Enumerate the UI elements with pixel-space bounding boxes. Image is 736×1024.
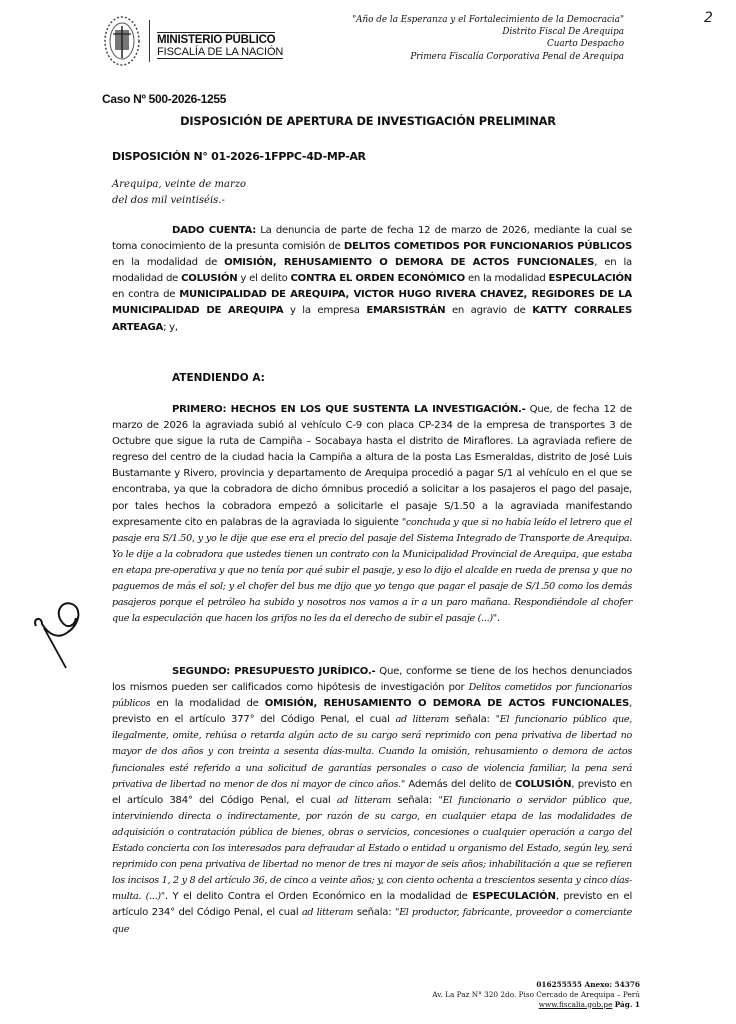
primero-paragraph <box>112 402 632 627</box>
text: señala: <box>390 794 439 806</box>
header-right-block <box>352 14 624 63</box>
text: . <box>496 613 500 625</box>
italic-term: ad litteram <box>336 794 391 806</box>
crime-type: DELITOS COMETIDOS POR FUNCIONARIOS PÚBLICOS <box>343 241 632 253</box>
legal-quote: "El funcionario público que, ilegalmente, omite, rehúsa o retarda algún acto de su cargo será reprimido con pena privativa de libertad no mayor de dos años y con treinta a sesenta días-multa. Cuando la omisión, rehusamiento o demora de actos funcionales esté referido a una solicitud de garantías personales o caso de violencia familiar, la pena será privativa de libertad no menor de dos ni mayor de cinco años." <box>112 714 633 790</box>
footer-phone: 016255555 Anexo: 54376 <box>536 980 640 989</box>
modality: ESPECULACIÓN <box>472 891 556 903</box>
text: en la modalidad de <box>150 698 265 710</box>
legal-quote: "El productor, fabricante, proveedor o comerciante que <box>112 907 632 935</box>
text: Que, conforme se tiene de los hechos denunciados los mismos pueden ser calificados como hipótesis de investigación por <box>112 666 632 694</box>
text: , previsto en el artículo 234° del Código Penal, el cual <box>112 891 632 919</box>
text: , en la modalidad de <box>112 257 632 285</box>
italic-term: ad litteram <box>301 907 354 919</box>
text: Además del delito de <box>404 778 515 790</box>
place-date-line2: del dos mil veintiséis.- <box>112 195 225 206</box>
italic-term: Delitos cometidos por funcionarios públicos <box>112 682 632 710</box>
document-title: DISPOSICIÓN DE APERTURA DE INVESTIGACIÓN PRELIMINAR <box>180 114 556 128</box>
place-date <box>112 177 246 209</box>
handwritten-page-number: 2 <box>704 10 713 26</box>
prosecutor-office: Primera Fiscalía Corporativa Penal de Arequipa <box>410 51 624 62</box>
text: en agravio de <box>445 305 533 317</box>
text: ; y, <box>163 321 178 333</box>
footer <box>432 980 640 1009</box>
text: , previsto en el artículo 384° del Código Penal, el cual <box>112 778 633 806</box>
text: , previsto en el artículo 377° del Código Penal, el cual <box>112 698 632 726</box>
crime-type: CONTRA EL ORDEN ECONÓMICO <box>290 273 465 285</box>
page-number: Pág. 1 <box>614 999 640 1009</box>
victim: KATTY CORRALES ARTEAGA <box>112 305 632 333</box>
place-date-line1: Arequipa, veinte de marzo <box>112 179 247 190</box>
company: EMARSISTRÁN <box>366 305 446 317</box>
segundo-paragraph <box>112 664 632 938</box>
text: . Y el delito Contra el Orden Económico en la modalidad de <box>164 891 473 903</box>
modality: OMISIÓN, REHUSAMIENTO O DEMORA DE ACTOS FUNCIONALES <box>224 257 595 269</box>
text: en la modalidad de <box>112 257 225 269</box>
atendiendo-heading: ATENDIENDO A: <box>172 372 265 384</box>
segundo-heading: SEGUNDO: PRESUPUESTO JURÍDICO.- <box>172 666 376 677</box>
text: y el delito <box>237 273 291 285</box>
year-motto: "Año de la Esperanza y el Fortalecimiento de la Democracia" <box>352 15 624 25</box>
seal-icon <box>102 12 142 68</box>
text: señala: <box>449 714 496 726</box>
case-number: Caso Nº 500-2026-1255 <box>102 92 227 106</box>
legal-quote: "El funcionario o servidor público que, interviniendo directa o indirectamente, por razón de su cargo, en cualquier etapa de las modalidades de adquisición o contratación pública de bienes, obras o servicios, concesiones o cualquier operación a cargo del Estado concierta con los interesados para defraudar al Estado o entidad u organismo del Estado, según ley, será reprimido con pena privativa de libertad no menor de tres ni mayor de seis años; inhabilitación a que se refieren los incisos 1, 2 y 8 del artículo 36, de cinco a veinte años; y, con ciento ochenta a trescientos sesenta y cinco días-multa. (...)" <box>112 794 632 903</box>
disposition-number: DISPOSICIÓN N° 01-2026-1FPPC-4D-MP-AR <box>112 150 366 163</box>
handwritten-initials <box>24 598 94 688</box>
text: y la empresa <box>283 305 367 317</box>
modality: ESPECULACIÓN <box>548 273 632 285</box>
italic-term: ad litteram <box>395 714 450 726</box>
modality: COLUSIÓN <box>515 778 572 790</box>
victim-quote: "conchuda y que si no había leído el letrero que el pasaje era S/1.50, y yo le dije que ese era el precio del pasaje del Sistema Integrado de Transporte de Arequipa. Yo le dije a la cobradora que ustedes tienen un contrato con la Municipalidad Provincial de Arequipa, que estaba en etapa pre-operativa y que no tenía por qué subir el pasaje, y eso lo dijo el alcalde en rueda de prensa y que no paguemos de más el sol; y el chofer del bus me dijo que yo tengo que pagar el pasaje de S/1.50 como los demás pasajeros porque el petróleo ha subido y nosotros nos vamos a ir a un paro mañana. Respondiéndole al chofer que la especulación que hacen los grifos no les da el derecho de subir el pasaje (...)" <box>112 516 632 625</box>
text: en contra de <box>112 289 180 301</box>
text: La denuncia de parte de fecha 12 de marzo de 2026, mediante la cual se toma conocimiento de la presunta comisión de <box>112 225 633 253</box>
org-name: MINISTERIO PÚBLICO <box>157 34 276 46</box>
text: Que, de fecha 12 de marzo de 2026 la agraviada subió al vehículo C-9 con placa CP-234 de la empresa de transportes 3 de Octubre que sigue la ruta de Campiña – Socabaya hasta el distrito de Miraflores. La agraviada refiere de regreso del centro de la ciudad hacia la Campiña a altura de la posta Las Esmeraldas, distrito de José Luis Bustamante y Rivero, provincia y departamento de Arequipa procedió a pagar S/1 al vehículo en el que se encontraba, ya que la cobradora de dicho ómnibus procedió a solicitar a los pasajeros el pago del pasaje, por tales hechos la cobradora empezó a solicitarle el pasaje S/1.50 a la agraviada manifestando expresamente cito en palabras de la agraviada lo siguiente <box>112 404 633 528</box>
footer-address: Av. La Paz N° 320 2do. Piso Cercado de Arequipa – Perú <box>432 989 640 999</box>
office: Cuarto Despacho <box>546 39 624 50</box>
primero-heading: PRIMERO: HECHOS EN LOS QUE SUSTENTA LA INVESTIGACIÓN.- <box>172 404 526 415</box>
institution-logo <box>102 12 292 70</box>
dado-cuenta-lead: DADO CUENTA: <box>172 225 257 236</box>
org-subname: FISCALÍA DE LA NACIÓN <box>157 46 284 58</box>
dado-cuenta-paragraph <box>112 223 632 336</box>
text: en la modalidad <box>464 273 549 285</box>
text: señala: <box>353 907 395 919</box>
modality: COLUSIÓN <box>181 273 238 285</box>
modality: OMISIÓN, REHUSAMIENTO O DEMORA DE ACTOS FUNCIONALES <box>264 698 630 710</box>
footer-website-link[interactable]: www.fiscalia.gob.pe <box>538 999 613 1009</box>
district: Distrito Fiscal De Arequipa <box>502 27 624 38</box>
logo-divider <box>149 20 150 62</box>
defendants: MUNICIPALIDAD DE AREQUIPA, VICTOR HUGO RIVERA CHAVEZ, REGIDORES DE LA MUNICIPALIDAD DE AREQUIPA <box>112 289 632 317</box>
